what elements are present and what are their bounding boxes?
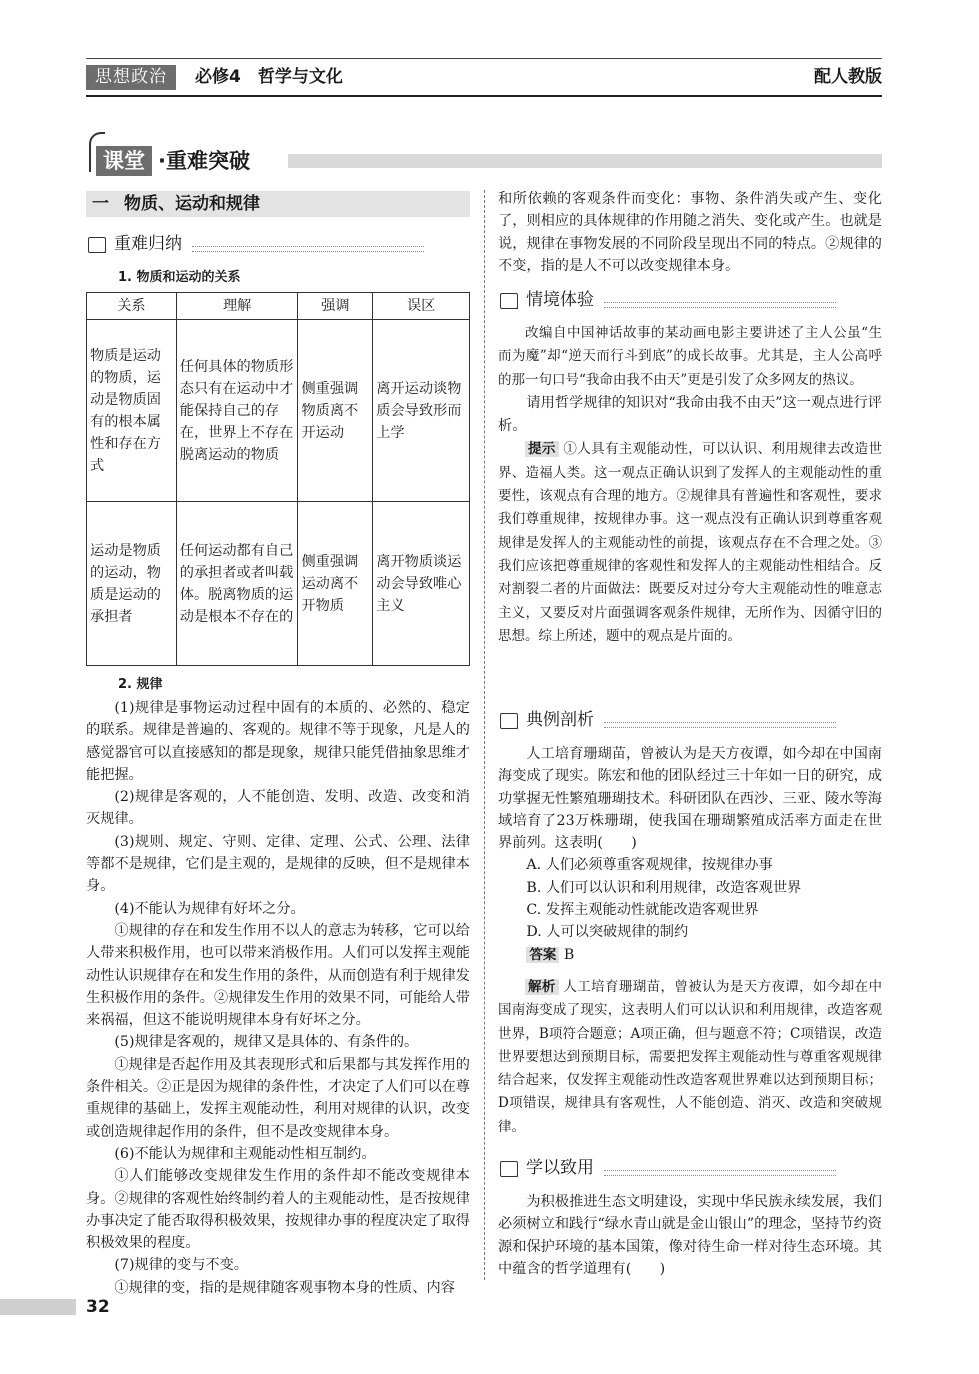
option-c: C. 发挥主观能动性就能改造客观世界 <box>526 902 759 919</box>
example-heading <box>500 709 880 731</box>
hint-paragraph <box>498 438 882 648</box>
table-cell: 运动是物质的运动，物质是运动的承担者 <box>87 502 177 666</box>
answer-line <box>498 944 882 966</box>
key-points-heading <box>88 233 468 255</box>
scenario-text <box>498 322 882 648</box>
table-cell: 离开运动谈物质会导致形而上学 <box>373 320 470 502</box>
heading-box-icon <box>500 293 518 309</box>
table-header-cell: 强调 <box>298 293 373 320</box>
heading-label: 学以致用 <box>526 1158 594 1178</box>
section-number: 一 <box>92 194 109 214</box>
paragraph: 改编自中国神话故事的某动画电影主要讲述了主人公虽“生而为魔”却“逆天而行斗到底”的成长故事。尤其是，主人公高呼的那一句口号“我命由我不由天”更是引发了众多网友的热议。 <box>498 325 882 388</box>
paragraph: ①规律的变，指的是规律随客观事物本身的性质、内容 <box>114 1279 455 1296</box>
example-text <box>498 743 882 966</box>
paragraph: 人工培育珊瑚苗，曾被认为是天方夜谭，如今却在中国南海变成了现实。陈宏和他的团队经过三十年如一日的研究，成功掌握无性繁殖珊瑚技术。科研团队在西沙、三亚、陵水等海域培育了23万株珊瑚，使我国在珊瑚繁殖成活率方面走在世界前列。这表明( ) <box>498 746 882 852</box>
header-bottom-rule <box>86 95 882 97</box>
table-cell: 离开物质谈运动会导致唯心主义 <box>373 502 470 666</box>
footer-bar <box>0 1299 76 1315</box>
item1-title: 1. 物质和运动的关系 <box>118 270 241 285</box>
relation-table <box>86 292 470 666</box>
page-number: 32 <box>86 1297 110 1317</box>
paragraph: (2)规律是客观的，人不能创造、发明、改造、改变和消灭规律。 <box>86 789 470 828</box>
paragraph: 为积极推进生态文明建设，实现中华民族永续发展，我们必须树立和践行“绿水青山就是金山银山”的理念，坚持节约资源和保护环境的基本国策，像对待生命一样对待生态环境。其中蕴含的哲学道理有( ) <box>498 1194 882 1277</box>
option-d: D. 人可以突破规律的制约 <box>526 924 689 941</box>
table-cell: 物质是运动的物质，运动是物质固有的根本属性和存在方式 <box>87 320 177 502</box>
table-cell: 任何具体的物质形态只有在运动中才能保持自己的存在，世界上不存在脱离运动的物质 <box>176 320 298 502</box>
apply-heading <box>500 1157 880 1179</box>
table-header-cell: 误区 <box>373 293 470 320</box>
answer-label: 答案 <box>526 947 559 963</box>
table-cell: 侧重强调物质离不开运动 <box>298 320 373 502</box>
hint-text: ①人具有主观能动性，可以认识、利用规律去改造世界、造福人类。这一观点正确认识到了发挥人的主观能动性的重要性，该观点有合理的地方。②规律具有普遍性和客观性，要求我们尊重规律，按规律办事。这一观点没有正确认识到尊重客观规律是发挥人的主观能动性的前提，该观点存在不合理之处。③我们应该把尊重规律的客观性和发挥人的主观能动性相结合。反对割裂二者的片面做法：既要反对过分夸大主观能动性的唯意志主义，又要反对片面强调客观条件规律，无所作为、因循守旧的思想。综上所述，题中的观点是片面的。 <box>498 441 883 644</box>
hint-label: 提示 <box>525 441 559 457</box>
heading-dotted-rule <box>604 1170 836 1176</box>
paragraph: 请用哲学规律的知识对“我命由我不由天”这一观点进行评析。 <box>498 394 882 435</box>
rules-text <box>86 697 470 1299</box>
paragraph: (5)规律是客观的，规律又是具体的、有条件的。 <box>114 1034 419 1051</box>
header-top-rule <box>86 58 882 59</box>
table-row <box>87 320 470 502</box>
section-title: 物质、运动和规律 <box>124 194 260 214</box>
heading-label: 情境体验 <box>526 290 594 310</box>
table-header-row <box>87 293 470 320</box>
table-header-cell: 关系 <box>87 293 177 320</box>
heading-box-icon <box>500 713 518 729</box>
analysis-body: 人工培育珊瑚苗，曾被认为是天方夜谭，如今却在中国南海变成了现实，这表明人们可以认识和利用规律，改造客观世界，B项符合题意；A项正确，但与题意不符；C项错误，改造世界要想达到预期目标，需要把发挥主观能动性与尊重客观规律结合起来，仅发挥主观能动性改造客观世界难以达到预期目标；D项错误，规律具有客观性，人不能创造、消灭、改造和突破规律。 <box>498 979 883 1135</box>
analysis-label: 解析 <box>525 979 559 995</box>
apply-text <box>498 1191 882 1280</box>
paragraph: (7)规律的变与不变。 <box>114 1257 248 1274</box>
scenario-heading <box>500 289 880 311</box>
heading-dotted-rule <box>604 722 836 728</box>
option-a: A. 人们必须尊重客观规律，按规律办事 <box>526 857 773 874</box>
analysis-text <box>498 976 882 1139</box>
table-cell: 侧重强调运动离不开物质 <box>298 502 373 666</box>
edition-label: 配人教版 <box>814 67 882 87</box>
table-row <box>87 502 470 666</box>
paragraph: (4)不能认为规律有好坏之分。 <box>114 900 305 917</box>
heading-box-icon <box>500 1161 518 1177</box>
heading-label: 重难归纳 <box>114 234 182 254</box>
table-cell: 任何运动都有自己的承担者或者叫载体。脱离物质的运动是根本不存在的 <box>176 502 298 666</box>
heading-dotted-rule <box>604 302 836 308</box>
paragraph: (6)不能认为规律和主观能动性相互制约。 <box>114 1145 376 1162</box>
table-header-cell: 理解 <box>176 293 298 320</box>
banner-title: ·重难突破 <box>158 149 250 173</box>
book-title: 必修4 哲学与文化 <box>195 67 343 87</box>
paragraph: ①规律是否起作用及其表现形式和后果都与其发挥作用的条件相关。②正是因为规律的条件性，才决定了人们可以在尊重规律的基础上，发挥主观能动性，利用对规律的认识，改变或创造规律起作用的条件，但不是改变规律本身。 <box>86 1056 470 1140</box>
banner-box: 课堂 <box>96 146 152 176</box>
heading-label: 典例剖析 <box>526 710 594 730</box>
paragraph: 和所依赖的客观条件而变化：事物、条件消失或产生、变化了，则相应的具体规律的作用随之消失、变化或产生。也就是说，规律在事物发展的不同阶段呈现出不同的特点。②规律的不变，指的是人不可以改变规律本身。 <box>498 191 882 274</box>
subject-tag: 思想政治 <box>86 65 176 90</box>
paragraph: (3)规则、规定、守则、定律、定理、公式、公理、法律等都不是规律，它们是主观的，是规律的反映，但不是规律本身。 <box>86 833 470 895</box>
banner-bar <box>288 154 882 168</box>
option-b: B. 人们可以认识和利用规律，改造客观世界 <box>526 879 802 896</box>
column-divider <box>484 190 485 1280</box>
heading-dotted-rule <box>192 246 424 252</box>
continued-text <box>498 188 882 277</box>
item2-title: 2. 规律 <box>118 677 163 692</box>
paragraph: (1)规律是事物运动过程中固有的本质的、必然的、稳定的联系。规律是普遍的、客观的。规律不等于现象，凡是人的感觉器官可以直接感知的都是现象，规律只能凭借抽象思维才能把握。 <box>86 700 470 783</box>
analysis-paragraph <box>498 976 882 1139</box>
paragraph: ①规律的存在和发生作用不以人的意志为转移，它可以给人带来积极作用，也可以带来消极作用。人们可以发挥主观能动性认识规律存在和发生作用的条件，从而创造有利于规律发生积极作用的条件。②规律发生作用的效果不同，可能给人带来祸福，但这不能说明规律本身有好坏之分。 <box>86 922 470 1029</box>
heading-box-icon <box>88 237 106 253</box>
answer-value: B <box>563 946 575 963</box>
paragraph: ①人们能够改变规律发生作用的条件却不能改变规律本身。②规律的客观性始终制约着人的主观能动性，是否按规律办事决定了能否取得积极效果，按规律办事的程度决定了取得积极效果的程度。 <box>86 1168 470 1252</box>
